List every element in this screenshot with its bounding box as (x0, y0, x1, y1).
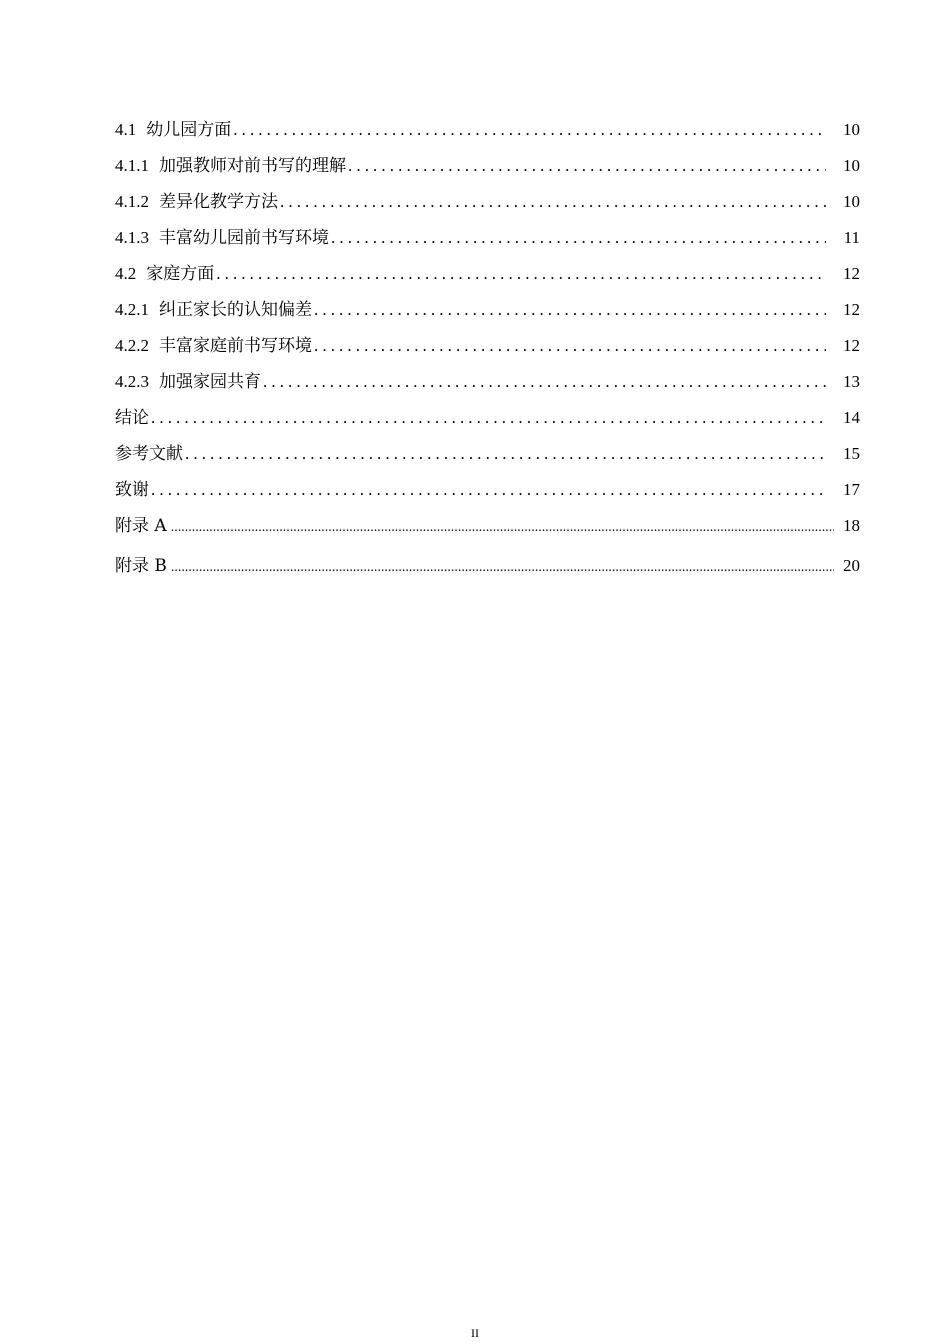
toc-dot-leader (171, 556, 834, 580)
toc-entry-title: 幼儿园方面 (146, 120, 232, 140)
toc-dot-leader (151, 406, 826, 430)
toc-entry-page: 10 (843, 156, 860, 175)
toc-entry-title: 加强家园共育 (159, 372, 261, 392)
toc-entry-number: 4.2.3 (115, 372, 149, 391)
toc-entry-title: 丰富家庭前书写环境 (159, 336, 312, 356)
toc-entry-number: 4.2.2 (115, 336, 149, 355)
toc-dot-leader (348, 154, 826, 178)
toc-entry-4-1-1[interactable] (115, 154, 860, 190)
toc-entry-4-2-1[interactable] (115, 298, 860, 334)
toc-entry-page: 15 (843, 444, 860, 463)
toc-dot-leader (233, 118, 826, 142)
toc-entry-title: 致谢 (115, 480, 149, 500)
toc-entry-page: 10 (843, 120, 860, 139)
toc-entry-appendix-a[interactable] (115, 514, 860, 554)
toc-entry-title: 附录 A (115, 516, 167, 536)
toc-entry-acknowledgements[interactable] (115, 478, 860, 514)
toc-entry-number: 4.2.1 (115, 300, 149, 319)
toc-entry-page: 18 (843, 516, 860, 535)
toc-dot-leader (263, 370, 826, 394)
toc-entry-page: 12 (843, 300, 860, 319)
toc-dot-leader (314, 334, 826, 358)
toc-dot-leader (314, 298, 826, 322)
toc-entry-title: 加强教师对前书写的理解 (159, 156, 346, 176)
toc-entry-page: 11 (843, 228, 860, 247)
toc-entry-4-1[interactable] (115, 118, 860, 154)
toc-entry-number: 4.2 (115, 264, 137, 283)
toc-dot-leader (280, 190, 826, 214)
toc-entry-title: 丰富幼儿园前书写环境 (159, 228, 329, 248)
toc-entry-title: 参考文献 (115, 444, 183, 464)
toc-entry-page: 10 (843, 192, 860, 211)
toc-entry-number: 4.1.2 (115, 192, 149, 211)
toc-dot-leader (171, 516, 834, 540)
toc-entry-references[interactable] (115, 442, 860, 478)
toc-entry-title: 结论 (115, 408, 149, 428)
toc-entry-number: 4.1 (115, 120, 137, 139)
toc-dot-leader (216, 262, 826, 286)
toc-entry-page: 13 (843, 372, 860, 391)
toc-entry-4-2[interactable] (115, 262, 860, 298)
toc-entry-4-1-2[interactable] (115, 190, 860, 226)
toc-dot-leader (331, 226, 826, 250)
toc-entry-title: 家庭方面 (146, 264, 215, 284)
toc-entry-title: 附录 B (115, 556, 167, 576)
table-of-contents (115, 118, 860, 594)
toc-entry-page: 17 (843, 480, 860, 499)
toc-entry-4-2-2[interactable] (115, 334, 860, 370)
toc-entry-number: 4.1.3 (115, 228, 149, 247)
toc-entry-4-2-3[interactable] (115, 370, 860, 406)
toc-entry-title: 差异化教学方法 (159, 192, 278, 212)
toc-entry-page: 12 (843, 336, 860, 355)
toc-entry-title: 纠正家长的认知偏差 (159, 300, 312, 320)
toc-dot-leader (185, 442, 826, 466)
toc-entry-number: 4.1.1 (115, 156, 149, 175)
toc-entry-4-1-3[interactable] (115, 226, 860, 262)
page-number-footer: II (471, 1326, 479, 1340)
toc-entry-page: 20 (843, 556, 860, 575)
toc-entry-page: 14 (843, 408, 860, 427)
toc-entry-page: 12 (843, 264, 860, 283)
toc-entry-conclusion[interactable] (115, 406, 860, 442)
toc-entry-appendix-b[interactable] (115, 554, 860, 594)
toc-dot-leader (151, 478, 826, 502)
